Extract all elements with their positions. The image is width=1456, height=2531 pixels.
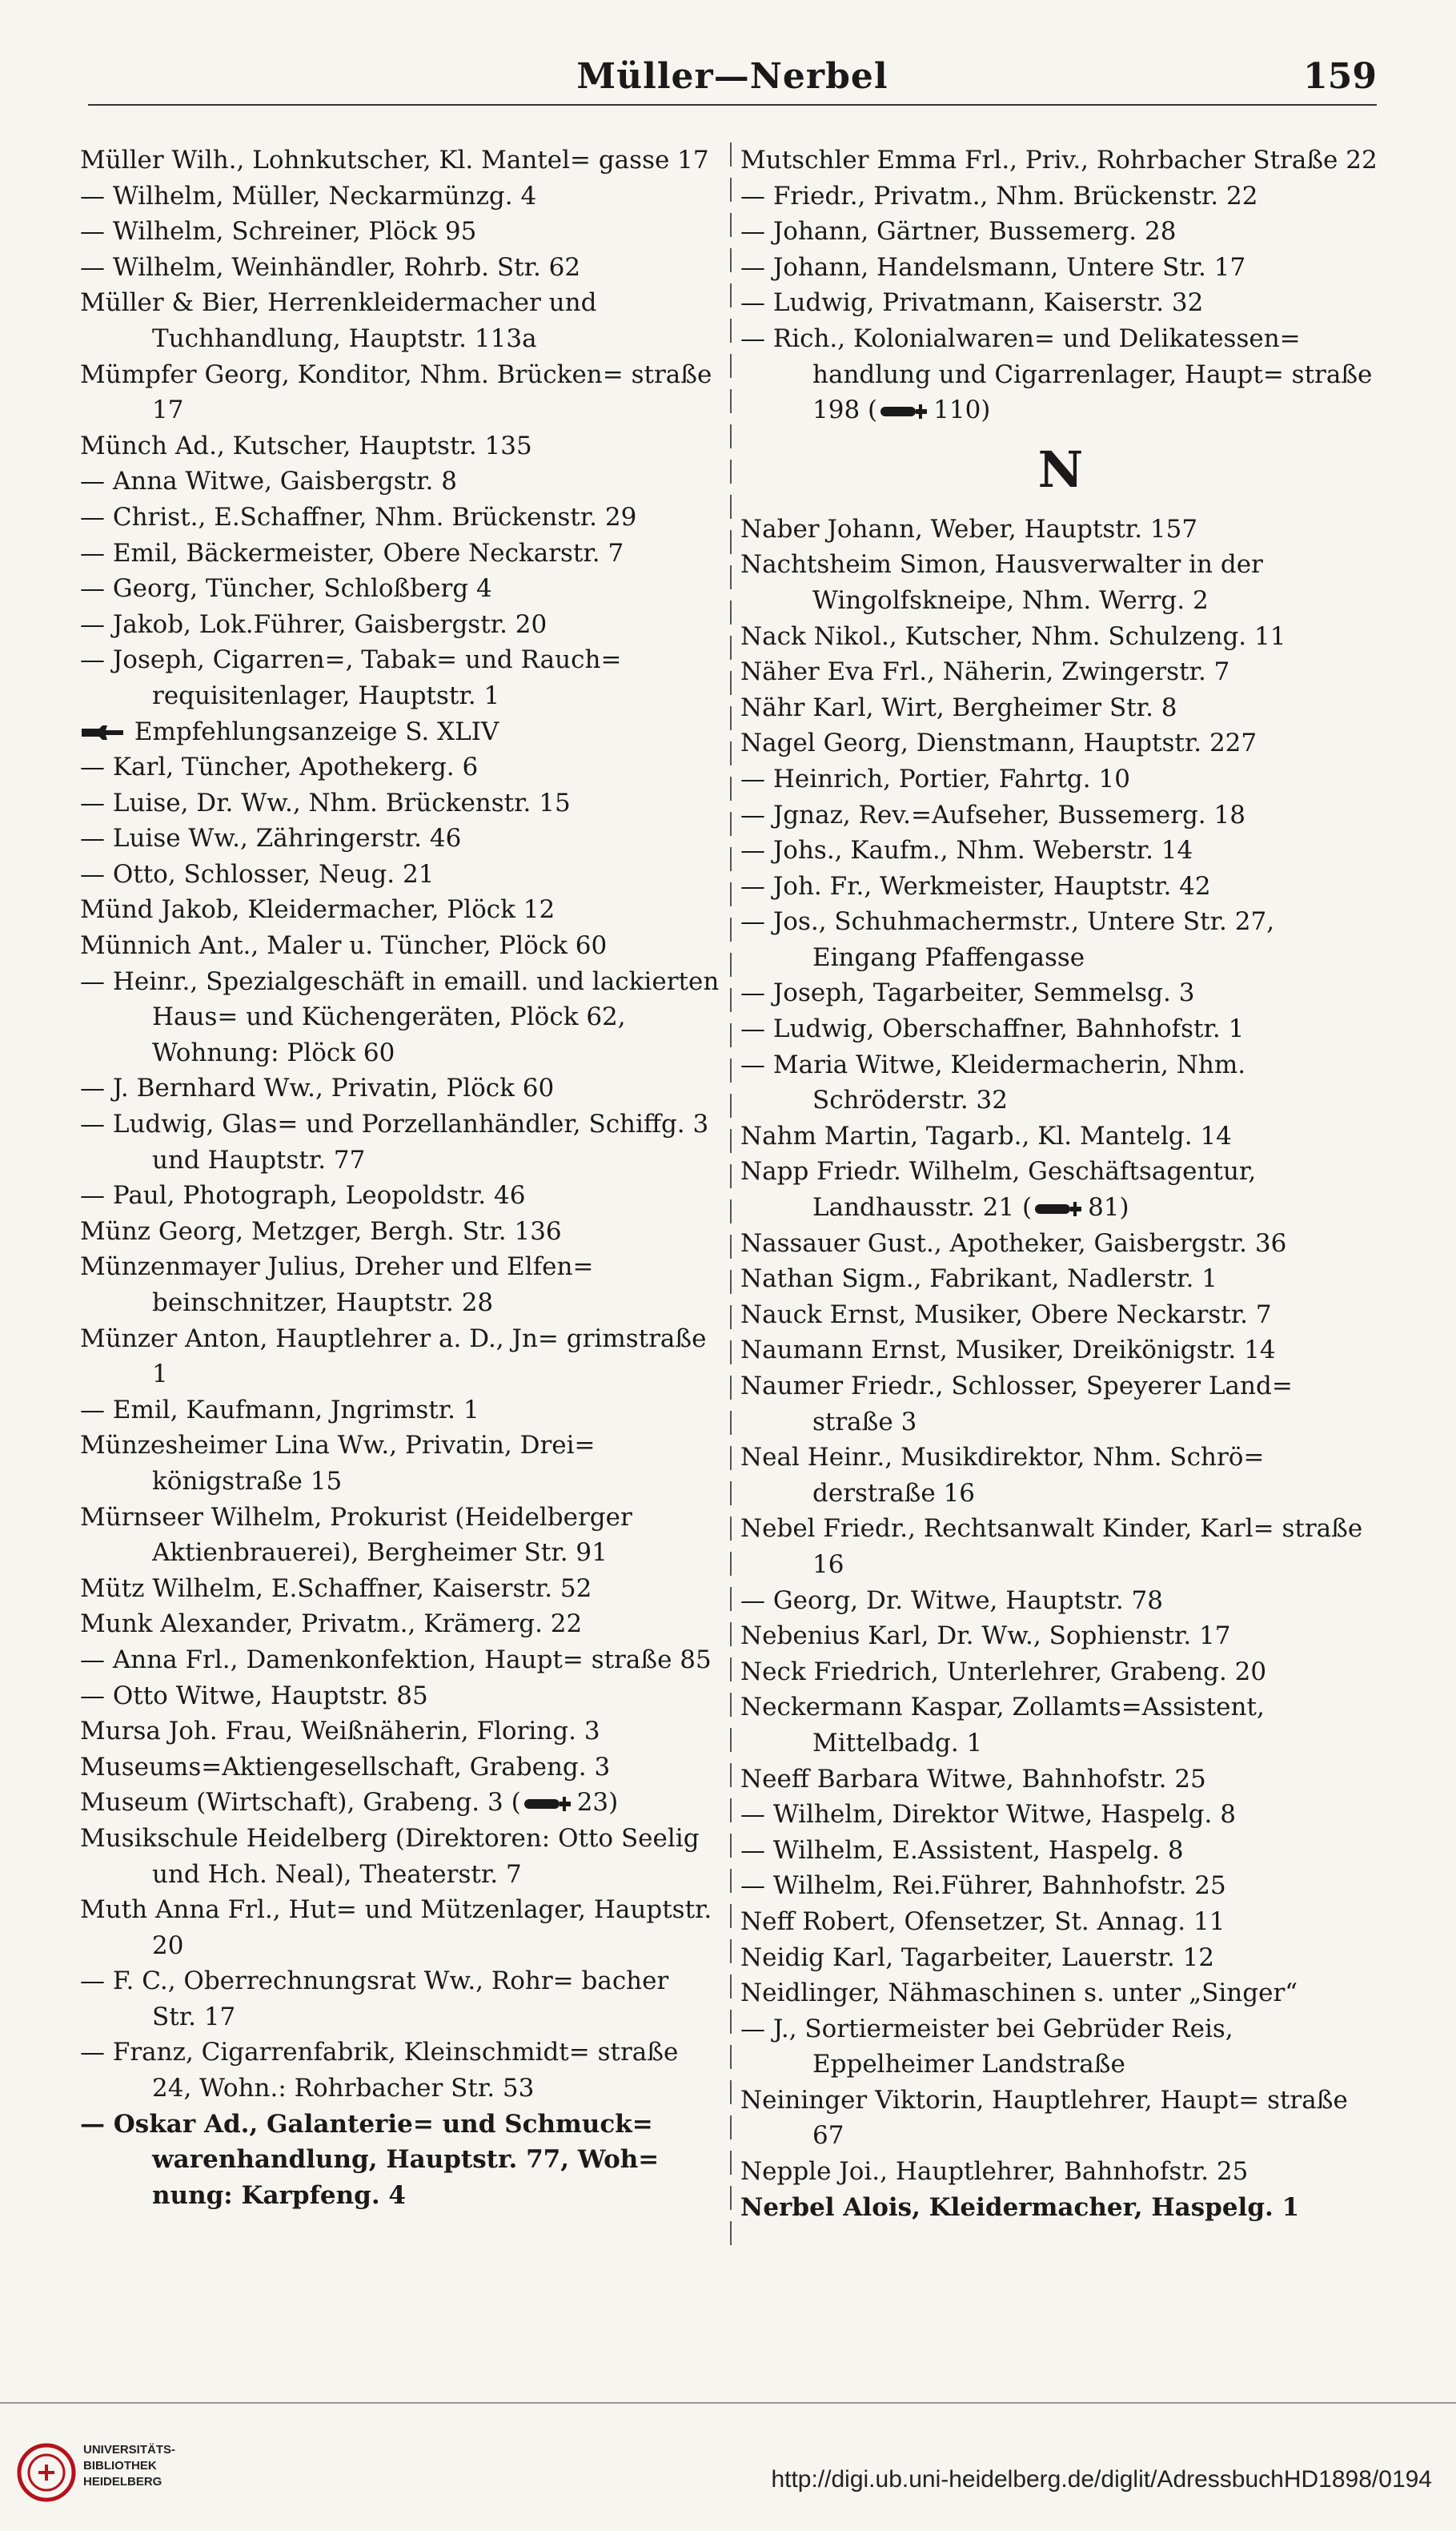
directory-entry: Münnich Ant., Maler u. Tüncher, Plöck 60 bbox=[80, 931, 608, 961]
directory-entry: Nerbel Alois, Kleidermacher, Haspelg. 1 bbox=[740, 2192, 1300, 2222]
right-column-top bbox=[740, 143, 1381, 428]
directory-entry bbox=[740, 321, 1381, 428]
directory-entry: — Heinrich, Portier, Fahrtg. 10 bbox=[740, 764, 1130, 793]
directory-entry: — Johs., Kaufm., Nhm. Weberstr. 14 bbox=[740, 836, 1193, 866]
directory-entry: Münch Ad., Kutscher, Hauptstr. 135 bbox=[80, 431, 532, 460]
directory-entry: Neininger Viktorin, Hauptlehrer, Haupt= straße 67 bbox=[740, 2085, 1348, 2151]
directory-entry bbox=[80, 1785, 720, 1821]
source-url[interactable]: http://digi.ub.uni-heidelberg.de/diglit/AdressbuchHD1898/0194 bbox=[771, 2466, 1432, 2493]
directory-entry: — Luise, Dr. Ww., Nhm. Brückenstr. 15 bbox=[80, 788, 571, 818]
directory-entry: Neidlinger, Nähmaschinen s. unter „Singer“ bbox=[740, 1979, 1298, 2008]
right-column bbox=[740, 143, 1381, 2225]
directory-entry: Münzesheimer Lina Ww., Privatin, Drei= königstraße 15 bbox=[80, 1431, 596, 1496]
directory-entry: — Emil, Bäckermeister, Obere Neckarstr. 7 bbox=[80, 538, 624, 568]
pointing-hand-icon bbox=[80, 724, 126, 741]
entry-text: Museum (Wirtschaft), Grabeng. 3 ( bbox=[80, 1788, 521, 1818]
directory-entry: — F. C., Oberrechnungsrat Ww., Rohr= bacher Str. 17 bbox=[80, 1967, 669, 2031]
telephone-icon bbox=[1033, 1199, 1083, 1219]
directory-entry: — J. Bernhard Ww., Privatin, Plöck 60 bbox=[80, 1074, 555, 1103]
directory-entry: Munk Alexander, Privatm., Krämerg. 22 bbox=[80, 1609, 583, 1639]
directory-entry: Neidig Karl, Tagarbeiter, Lauerstr. 12 bbox=[740, 1942, 1214, 1972]
directory-entry: Naber Johann, Weber, Hauptstr. 157 bbox=[740, 514, 1198, 544]
directory-entry: Münd Jakob, Kleidermacher, Plöck 12 bbox=[80, 895, 556, 925]
entry-text: — Rich., Kolonialwaren= und Delikatessen= handlung und Cigarrenlager, Haupt= straße 198 ( bbox=[740, 323, 1373, 425]
directory-entry: — Otto Witwe, Hauptstr. 85 bbox=[80, 1681, 428, 1710]
telephone-number: 23) bbox=[576, 1788, 619, 1818]
directory-entry: — Otto, Schlosser, Neug. 21 bbox=[80, 859, 435, 889]
directory-entry: — Friedr., Privatm., Nhm. Brückenstr. 22 bbox=[740, 181, 1258, 211]
directory-entry: — Ludwig, Oberschaffner, Bahnhofstr. 1 bbox=[740, 1014, 1245, 1044]
directory-entry: — Paul, Photograph, Leopoldstr. 46 bbox=[80, 1181, 526, 1211]
directory-entry: Nack Nikol., Kutscher, Nhm. Schulzeng. 11 bbox=[740, 621, 1286, 651]
directory-entry: Naumer Friedr., Schlosser, Speyerer Land= straße 3 bbox=[740, 1372, 1293, 1436]
directory-entry bbox=[740, 1154, 1381, 1225]
directory-entry: Müller Wilh., Lohnkutscher, Kl. Mantel= gasse 17 bbox=[80, 146, 709, 175]
directory-entry: — Joh. Fr., Werkmeister, Hauptstr. 42 bbox=[740, 871, 1211, 901]
telephone-icon bbox=[879, 402, 929, 421]
directory-entry: — Jakob, Lok.Führer, Gaisbergstr. 20 bbox=[80, 609, 548, 639]
directory-entry: Münzer Anton, Hauptlehrer a. D., Jn= grimstraße 1 bbox=[80, 1324, 707, 1389]
directory-entry: — Oskar Ad., Galanterie= und Schmuck= warenhandlung, Hauptstr. 77, Woh= nung: Karpfeng. 4 bbox=[80, 2109, 660, 2210]
column-divider bbox=[730, 143, 732, 2256]
telephone-number: 81) bbox=[1088, 1193, 1129, 1223]
library-seal-icon bbox=[14, 2441, 78, 2505]
footer-divider bbox=[0, 2402, 1456, 2404]
entry-text: Empfehlungsanzeige S. XLIV bbox=[134, 717, 499, 746]
directory-entry: Nachtsheim Simon, Hausverwalter in der Wingolfskneipe, Nhm. Werrg. 2 bbox=[740, 550, 1263, 615]
directory-entry: Münzenmayer Julius, Dreher und Elfen= beinschnitzer, Hauptstr. 28 bbox=[80, 1252, 594, 1317]
directory-entry: Neeff Barbara Witwe, Bahnhofstr. 25 bbox=[740, 1764, 1206, 1794]
directory-entry: Mürnseer Wilhelm, Prokurist (Heidelberger Aktienbrauerei), Bergheimer Str. 91 bbox=[80, 1502, 632, 1568]
directory-columns bbox=[80, 143, 1381, 2288]
directory-entry: — Wilhelm, Schreiner, Plöck 95 bbox=[80, 217, 477, 247]
telephone-number: 110) bbox=[933, 396, 991, 425]
library-name: UNIVERSITÄTS- BIBLIOTHEK HEIDELBERG bbox=[83, 2443, 176, 2489]
directory-entry: — Wilhelm, Rei.Führer, Bahnhofstr. 25 bbox=[740, 1871, 1226, 1901]
directory-entry: Nauck Ernst, Musiker, Obere Neckarstr. 7 bbox=[740, 1300, 1272, 1329]
directory-entry: Müller & Bier, Herrenkleidermacher und Tuchhandlung, Hauptstr. 113a bbox=[80, 288, 597, 353]
entry-text: Napp Friedr. Wilhelm, Geschäftsagentur, Landhausstr. 21 ( bbox=[740, 1157, 1257, 1223]
directory-entry: — Franz, Cigarrenfabrik, Kleinschmidt= straße 24, Wohn.: Rohrbacher Str. 53 bbox=[80, 2038, 679, 2103]
directory-entry: Näher Eva Frl., Näherin, Zwingerstr. 7 bbox=[740, 657, 1230, 687]
directory-entry: — Joseph, Tagarbeiter, Semmelsg. 3 bbox=[740, 978, 1195, 1008]
directory-entry: — Georg, Tüncher, Schloßberg 4 bbox=[80, 574, 492, 604]
directory-entry: — Wilhelm, Direktor Witwe, Haspelg. 8 bbox=[740, 1800, 1236, 1830]
directory-entry: — Jgnaz, Rev.=Aufseher, Bussemerg. 18 bbox=[740, 800, 1245, 830]
directory-entry: — Georg, Dr. Witwe, Hauptstr. 78 bbox=[740, 1585, 1163, 1615]
directory-entry: — Jos., Schuhmachermstr., Untere Str. 27, Eingang Pfaffengasse bbox=[740, 907, 1275, 972]
directory-entry: Mümpfer Georg, Konditor, Nhm. Brücken= straße 17 bbox=[80, 360, 712, 425]
directory-entry: Neck Friedrich, Unterlehrer, Grabeng. 20 bbox=[740, 1657, 1267, 1686]
directory-entry: Mursa Joh. Frau, Weißnäherin, Floring. 3 bbox=[80, 1717, 600, 1746]
directory-entry: Neff Robert, Ofensetzer, St. Annag. 11 bbox=[740, 1906, 1225, 1936]
directory-entry: — Maria Witwe, Kleidermacherin, Nhm. Schröderstr. 32 bbox=[740, 1050, 1246, 1115]
directory-entry: Münz Georg, Metzger, Bergh. Str. 136 bbox=[80, 1216, 562, 1246]
directory-entry: — Wilhelm, E.Assistent, Haspelg. 8 bbox=[740, 1835, 1184, 1865]
directory-entry: Nepple Joi., Hauptlehrer, Bahnhofstr. 25 bbox=[740, 2157, 1249, 2187]
directory-entry: Mütz Wilhelm, E.Schaffner, Kaiserstr. 52 bbox=[80, 1573, 592, 1603]
section-letter: N bbox=[1037, 440, 1084, 499]
header-divider bbox=[88, 104, 1377, 106]
directory-entry: Nagel Georg, Dienstmann, Hauptstr. 227 bbox=[740, 729, 1257, 758]
directory-entry: — Ludwig, Privatmann, Kaiserstr. 32 bbox=[740, 288, 1204, 318]
directory-entry: — Heinr., Spezialgeschäft in emaill. und lackierten Haus= und Küchengeräten, Plöck 62, Wohnung: Plöck 60 bbox=[80, 966, 720, 1067]
directory-entry: Nassauer Gust., Apotheker, Gaisbergstr. 36 bbox=[740, 1228, 1287, 1258]
directory-entry: Nathan Sigm., Fabrikant, Nadlerstr. 1 bbox=[740, 1264, 1217, 1294]
right-column-bottom bbox=[740, 512, 1381, 2226]
directory-entry: — Ludwig, Glas= und Porzellanhändler, Schiffg. 3 und Hauptstr. 77 bbox=[80, 1110, 709, 1175]
directory-entry: — Joseph, Cigarren=, Tabak= und Rauch= requisitenlager, Hauptstr. 1 bbox=[80, 645, 622, 710]
directory-entry: — J., Sortiermeister bei Gebrüder Reis, Eppelheimer Landstraße bbox=[740, 2014, 1233, 2079]
directory-entry: — Anna Frl., Damenkonfektion, Haupt= straße 85 bbox=[80, 1645, 712, 1674]
directory-entry: — Johann, Gärtner, Bussemerg. 28 bbox=[740, 217, 1177, 247]
directory-entry: Nebel Friedr., Rechtsanwalt Kinder, Karl= straße 16 bbox=[740, 1514, 1363, 1579]
page-footer bbox=[0, 2402, 1456, 2531]
directory-entry: Neckermann Kaspar, Zollamts=Assistent, Mittelbadg. 1 bbox=[740, 1693, 1265, 1758]
directory-entry: Neal Heinr., Musikdirektor, Nhm. Schrö= derstraße 16 bbox=[740, 1443, 1265, 1508]
page-header bbox=[88, 50, 1377, 106]
directory-entry: — Anna Witwe, Gaisbergstr. 8 bbox=[80, 467, 457, 496]
telephone-icon bbox=[523, 1794, 572, 1814]
directory-entry: — Wilhelm, Müller, Neckarmünzg. 4 bbox=[80, 181, 537, 211]
directory-entry: Muth Anna Frl., Hut= und Mützenlager, Hauptstr. 20 bbox=[80, 1895, 712, 1960]
directory-entry: Nahm Martin, Tagarb., Kl. Mantelg. 14 bbox=[740, 1121, 1232, 1151]
directory-entry: — Karl, Tüncher, Apothekerg. 6 bbox=[80, 753, 479, 782]
directory-entry: Nebenius Karl, Dr. Ww., Sophienstr. 17 bbox=[740, 1621, 1231, 1651]
page-number: 159 bbox=[1303, 56, 1377, 97]
directory-entry: — Emil, Kaufmann, Jngrimstr. 1 bbox=[80, 1395, 479, 1424]
directory-entry: — Luise Ww., Zähringerstr. 46 bbox=[80, 824, 462, 854]
directory-entry: — Johann, Handelsmann, Untere Str. 17 bbox=[740, 252, 1246, 282]
directory-entry bbox=[80, 714, 720, 750]
directory-entry: — Christ., E.Schaffner, Nhm. Brückenstr. 29 bbox=[80, 502, 637, 532]
directory-entry: — Wilhelm, Weinhändler, Rohrb. Str. 62 bbox=[80, 252, 581, 282]
directory-entry: Nähr Karl, Wirt, Bergheimer Str. 8 bbox=[740, 693, 1177, 722]
page-title: Müller—Nerbel bbox=[576, 56, 888, 97]
left-column bbox=[80, 143, 720, 2213]
directory-entry: Musikschule Heidelberg (Direktoren: Otto Seelig und Hch. Neal), Theaterstr. 7 bbox=[80, 1823, 700, 1889]
directory-entry: Naumann Ernst, Musiker, Dreikönigstr. 14 bbox=[740, 1336, 1276, 1365]
directory-entry: Museums=Aktiengesellschaft, Grabeng. 3 bbox=[80, 1752, 611, 1782]
directory-entry: Mutschler Emma Frl., Priv., Rohrbacher Straße 22 bbox=[740, 146, 1378, 175]
